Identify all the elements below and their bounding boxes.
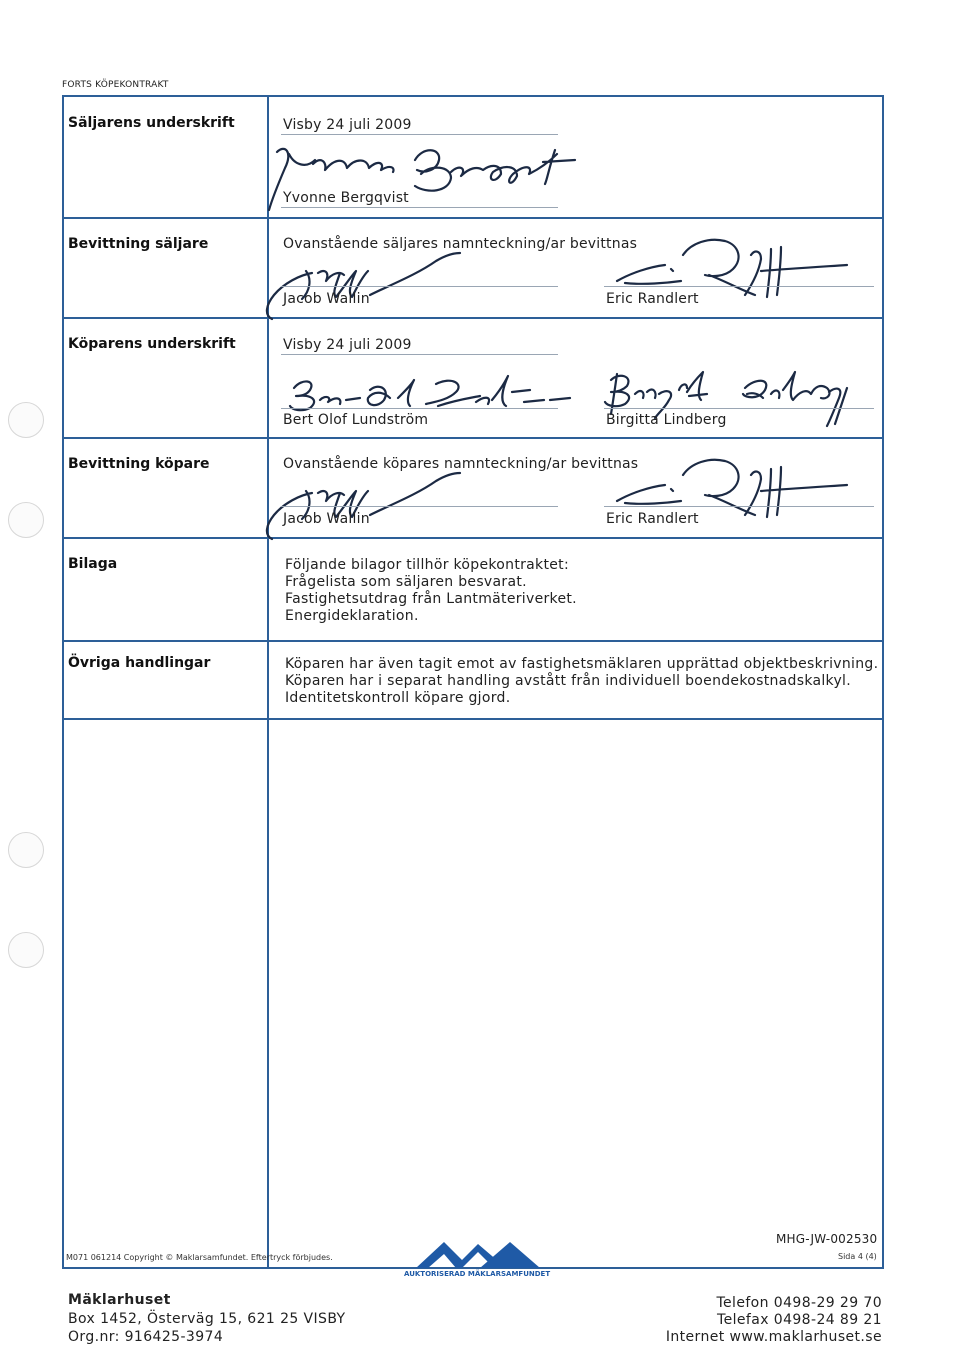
seller-witness1-signature-image (240, 245, 490, 325)
other-line: Identitetskontroll köpare gjord. (285, 690, 511, 706)
attachments-line: Energideklaration. (285, 608, 419, 624)
buyer2-name: Birgitta Lindberg (606, 412, 727, 428)
buyer-signature-label: Köparens underskrift (68, 336, 236, 352)
attachments-line: Följande bilagor tillhör köpekontraktet: (285, 557, 569, 573)
seller-witness1-name: Jacob Wallin (283, 291, 370, 307)
buyer-witness-text: Ovanstående köpares namnteckning/ar bevittnas (283, 456, 639, 472)
copyright-text: M071 061214 Copyright © Maklarsamfundet. Eftertryck förbjudes. (66, 1253, 333, 1262)
attachments-line: Fastighetsutdrag från Lantmäteriverket. (285, 591, 577, 607)
seller-witness-label: Bevittning säljare (68, 236, 209, 252)
seller-name: Yvonne Bergqvist (283, 190, 409, 206)
punch-hole (8, 502, 44, 538)
company-orgnr: Org.nr: 916425-3974 (68, 1329, 224, 1345)
buyer-witness-label: Bevittning köpare (68, 456, 210, 472)
punch-hole (8, 402, 44, 438)
maklarsamfundet-logo (410, 1238, 550, 1270)
seller-signature-label: Säljarens underskrift (68, 115, 235, 131)
company-address: Box 1452, Österväg 15, 621 25 VISBY (68, 1311, 346, 1327)
logo-caption: AUKTORISERAD MÄKLARSAMFUNDET (404, 1270, 551, 1278)
company-web: Internet www.maklarhuset.se (665, 1329, 882, 1345)
header-title: FORTS KÖPEKONTRAKT (62, 80, 169, 90)
seller-witness2-name: Eric Randlert (606, 291, 699, 307)
other-line: Köparen har i separat handling avstått från individuell boendekostnadskalkyl. (285, 673, 851, 689)
buyer-place-date: Visby 24 juli 2009 (283, 337, 412, 353)
attachments-line: Frågelista som säljaren besvarat. (285, 574, 527, 590)
company-fax: Telefax 0498-24 89 21 (717, 1312, 882, 1328)
page-number: Sida 4 (4) (838, 1252, 877, 1261)
other-line: Köparen har även tagit emot av fastighetsmäklaren upprättad objektbeskrivning. (285, 656, 879, 672)
buyer-witness2-name: Eric Randlert (606, 511, 699, 527)
company-phone: Telefon 0498-29 29 70 (716, 1295, 882, 1311)
seller-place-date: Visby 24 juli 2009 (283, 117, 412, 133)
buyer-witness1-name: Jacob Wallin (283, 511, 370, 527)
buyer1-name: Bert Olof Lundström (283, 412, 429, 428)
attachments-label: Bilaga (68, 556, 118, 572)
company-name: Mäklarhuset (68, 1292, 171, 1308)
punch-hole (8, 832, 44, 868)
document-id: MHG-JW-002530 (776, 1232, 878, 1246)
punch-hole (8, 932, 44, 968)
buyer-witness1-signature-image (240, 465, 490, 545)
seller-witness-text: Ovanstående säljares namnteckning/ar bevittnas (283, 236, 638, 252)
other-documents-label: Övriga handlingar (68, 655, 211, 671)
